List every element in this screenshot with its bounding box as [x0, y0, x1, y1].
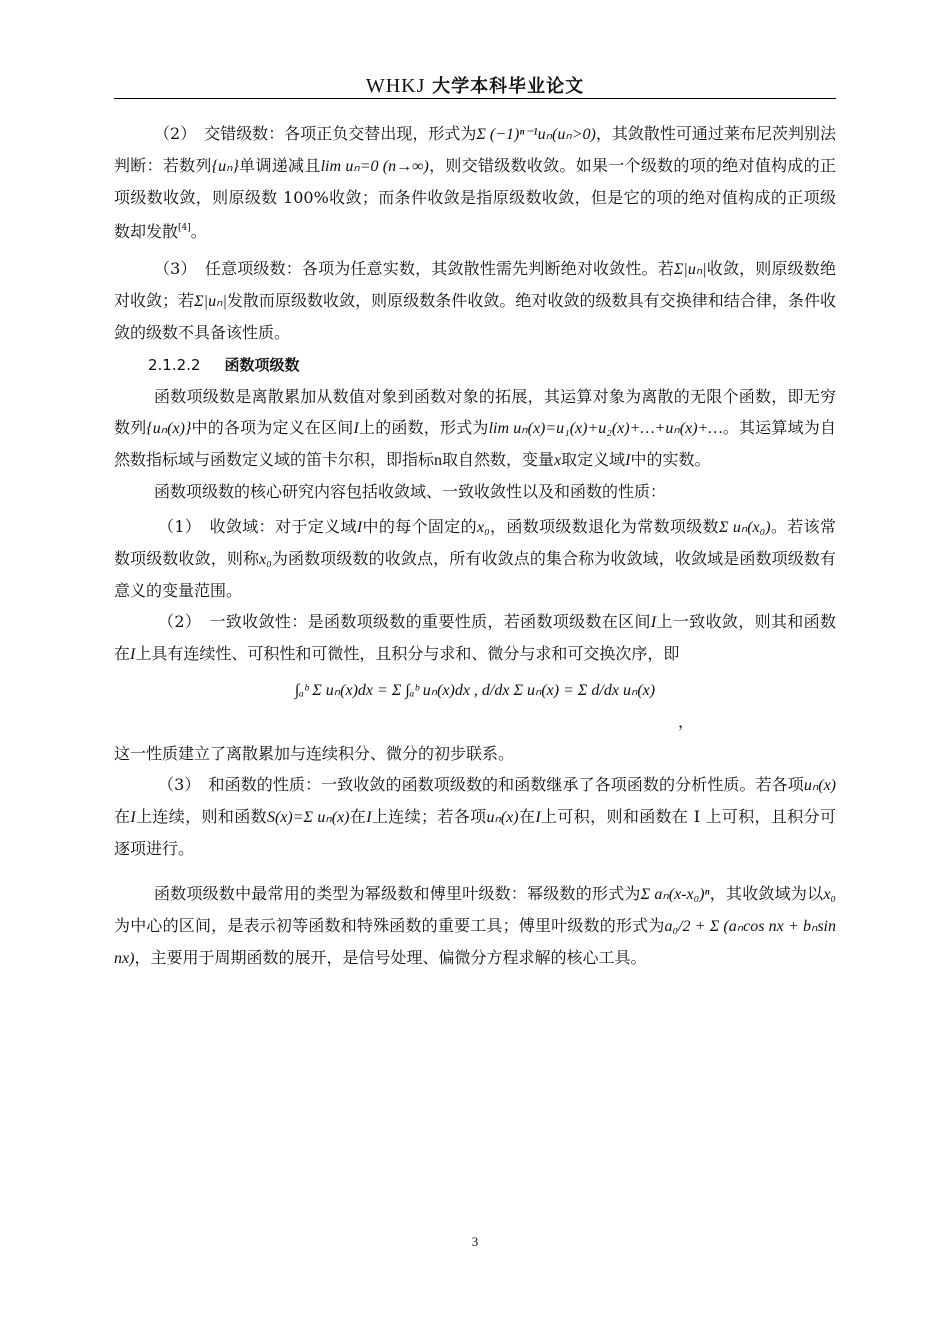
paragraph-alternating-series: （2） 交错级数：各项正负交替出现，形式为Σ (−1)ⁿ⁻¹uₙ(uₙ>0)，其敛散性可通过莱布尼茨判别法判断：若数列{uₙ}单调递减且lim uₙ=0 (n→∞)，则交错级数收敛。如果一个级数的项的绝对值构成的正项级数收敛，则原级数 100%收敛；而条件收敛是指原级数收敛，但是它的项的绝对值构成的正项级数却发散[4]。 [114, 124, 836, 241]
formula-alternating: Σ (−1)ⁿ⁻¹uₙ(uₙ>0) [476, 126, 596, 143]
equation-comma: ， [677, 712, 694, 731]
header-title: 大学本科毕业论文 [432, 76, 585, 97]
header-prefix: WHKJ [365, 75, 426, 97]
page-number: 3 [471, 1234, 479, 1249]
citation: [4] [178, 223, 191, 233]
formula-constant-series: Σ uₙ(x₀) [718, 519, 771, 536]
formula-sum-function: S(x)=Σ uₙ(x) [266, 809, 350, 826]
paragraph-convergence-domain: （1） 收敛域：对于定义域I中的每个固定的x₀，函数项级数退化为常数项级数Σ uₙ(x₀)。若该常数项级数收敛，则称x₀为函数项级数的收敛点，所有收敛点的集合称为收敛域，收敛域是函数项级数有意义的变量范围。 [114, 517, 836, 600]
paragraph-arbitrary-series: （3） 任意项级数：各项为任意实数，其敛散性需先判断绝对收敛性。若Σ|uₙ|收敛，则原级数绝对收敛；若Σ|uₙ|发散而原级数收敛，则原级数条件收敛。绝对收敛的级数具有交换律和结合律，条件收敛的级数不具备该性质。 [114, 259, 836, 342]
formula-power-series: Σ aₙ(x-x₀)ⁿ [640, 886, 710, 903]
equation-body: ∫ₐᵇ Σ uₙ(x)dx = Σ ∫ₐᵇ uₙ(x)dx , d/dx Σ uₙ(x) = Σ d/dx uₙ(x) [294, 682, 656, 699]
section-number: 2.1.2.2 [148, 356, 201, 374]
equation-term-by-term [114, 676, 836, 706]
formula-function-sequence: {uₙ(x)} [146, 420, 192, 437]
formula-function-series: lim uₙ(x)=u₁(x)+u₂(x)+…+uₙ(x)+… [488, 420, 723, 437]
paragraph-core-content: 函数项级数的核心研究内容包括收敛域、一致收敛性以及和函数的性质： [154, 482, 667, 501]
formula-fourier-series: a₀/2 + Σ (aₙcos nx + bₙsin nx) [114, 918, 836, 967]
paragraph-sum-function: （3） 和函数的性质：一致收敛的函数项级数的和函数继承了各项函数的分析性质。若各项uₙ(x)在I上连续，则和函数S(x)=Σ uₙ(x)在I上连续；若各项uₙ(x)在I上可积，则和函数在 I 上可积，且积分可逐项进行。 [114, 775, 836, 858]
formula-abs-sum-2: Σ|uₙ| [194, 293, 227, 310]
formula-sequence: {uₙ} [211, 158, 239, 175]
formula-abs-sum-1: Σ|uₙ| [673, 261, 707, 278]
page-body [114, 118, 836, 974]
section-title: 函数项级数 [224, 356, 300, 374]
header-rule [114, 98, 836, 99]
section-heading [148, 350, 836, 381]
paragraph-link: 这一性质建立了离散累加与连续积分、微分的初步联系。 [114, 744, 515, 763]
formula-limit: lim uₙ=0 (n→∞) [320, 158, 429, 175]
page-header [114, 72, 836, 98]
paragraph-power-fourier: 函数项级数中最常用的类型为幂级数和傅里叶级数：幂级数的形式为Σ aₙ(x-x₀)ⁿ，其收敛域为以x₀为中心的区间，是表示初等函数和特殊函数的重要工具；傅里叶级数的形式为a₀/2 + Σ (aₙcos nx + bₙsin nx)，主要用于周期函数的展开，是信号处理、偏微分方程求解的核心工具。 [114, 884, 836, 967]
paragraph-function-series-intro: 函数项级数是离散累加从数值对象到函数对象的拓展，其运算对象为离散的无限个函数，即无穷数列{uₙ(x)}中的各项为定义在区间I上的函数，形式为lim uₙ(x)=u₁(x)+u₂(x)+…+uₙ(x)+…。其运算域为自然数指标域与函数定义域的笛卡尔积，即指标n取自然数，变量x取定义域I中的实数。 [114, 387, 836, 469]
paragraph-uniform-convergence: （2） 一致收敛性：是函数项级数的重要性质，若函数项级数在区间I上一致收敛，则其和函数在I上具有连续性、可积性和可微性，且积分与求和、微分与求和可交换次序，即 [114, 612, 836, 663]
